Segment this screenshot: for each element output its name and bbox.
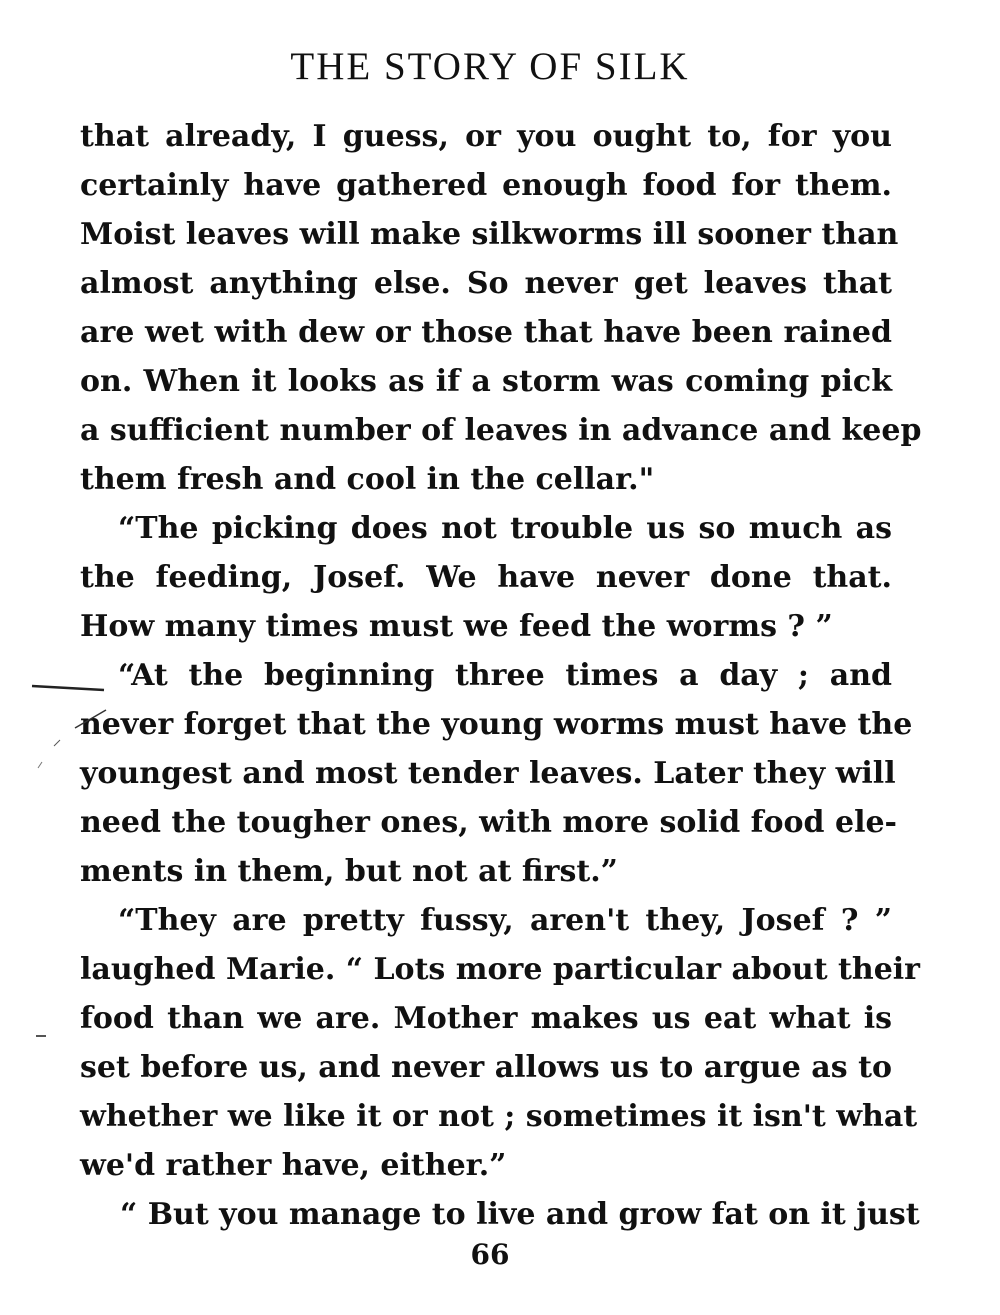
text-line: on. When it looks as if a storm was coming pick xyxy=(80,364,892,399)
text-line: a sufficient number of leaves in advance and keep xyxy=(80,413,922,448)
page-number: 66 xyxy=(470,1238,510,1271)
text-line: never forget that the young worms must have the xyxy=(80,707,913,742)
text-line: are wet with dew or those that have been rained xyxy=(80,315,892,350)
text-line: “The picking does not trouble us so much as xyxy=(118,511,892,546)
text-line: youngest and most tender leaves. Later they will xyxy=(80,756,896,791)
text-line: laughed Marie. “ Lots more particular about their xyxy=(80,952,920,987)
text-line: “They are pretty fussy, aren't they, Josef ? ” xyxy=(118,903,892,938)
text-line: “At the beginning three times a day ; and xyxy=(118,658,892,693)
text-line: ments in them, but not at first.” xyxy=(80,854,618,889)
running-title: THE STORY OF SILK xyxy=(290,45,690,88)
text-line: need the tougher ones, with more solid food ele- xyxy=(80,805,898,840)
text-line: set before us, and never allows us to argue as to xyxy=(80,1050,892,1085)
text-line: Moist leaves will make silkworms ill sooner than xyxy=(80,217,899,252)
text-line: them fresh and cool in the cellar." xyxy=(80,462,655,497)
text-line: we'd rather have, either.” xyxy=(80,1148,507,1183)
text-line: almost anything else. So never get leaves that xyxy=(80,266,892,301)
text-line: the feeding, Josef. We have never done that. xyxy=(80,560,892,595)
text-line: certainly have gathered enough food for them. xyxy=(80,168,892,203)
text-line: whether we like it or not ; sometimes it isn't what xyxy=(80,1099,918,1134)
text-line: “ But you manage to live and grow fat on it just xyxy=(120,1197,920,1232)
text-line: food than we are. Mother makes us eat what is xyxy=(80,1001,892,1036)
pen-mark-icon xyxy=(20,670,130,790)
text-line: that already, I guess, or you ought to, for you xyxy=(80,119,892,154)
text-line: How many times must we feed the worms ? ” xyxy=(80,609,833,644)
stray-mark-icon xyxy=(36,1034,50,1038)
